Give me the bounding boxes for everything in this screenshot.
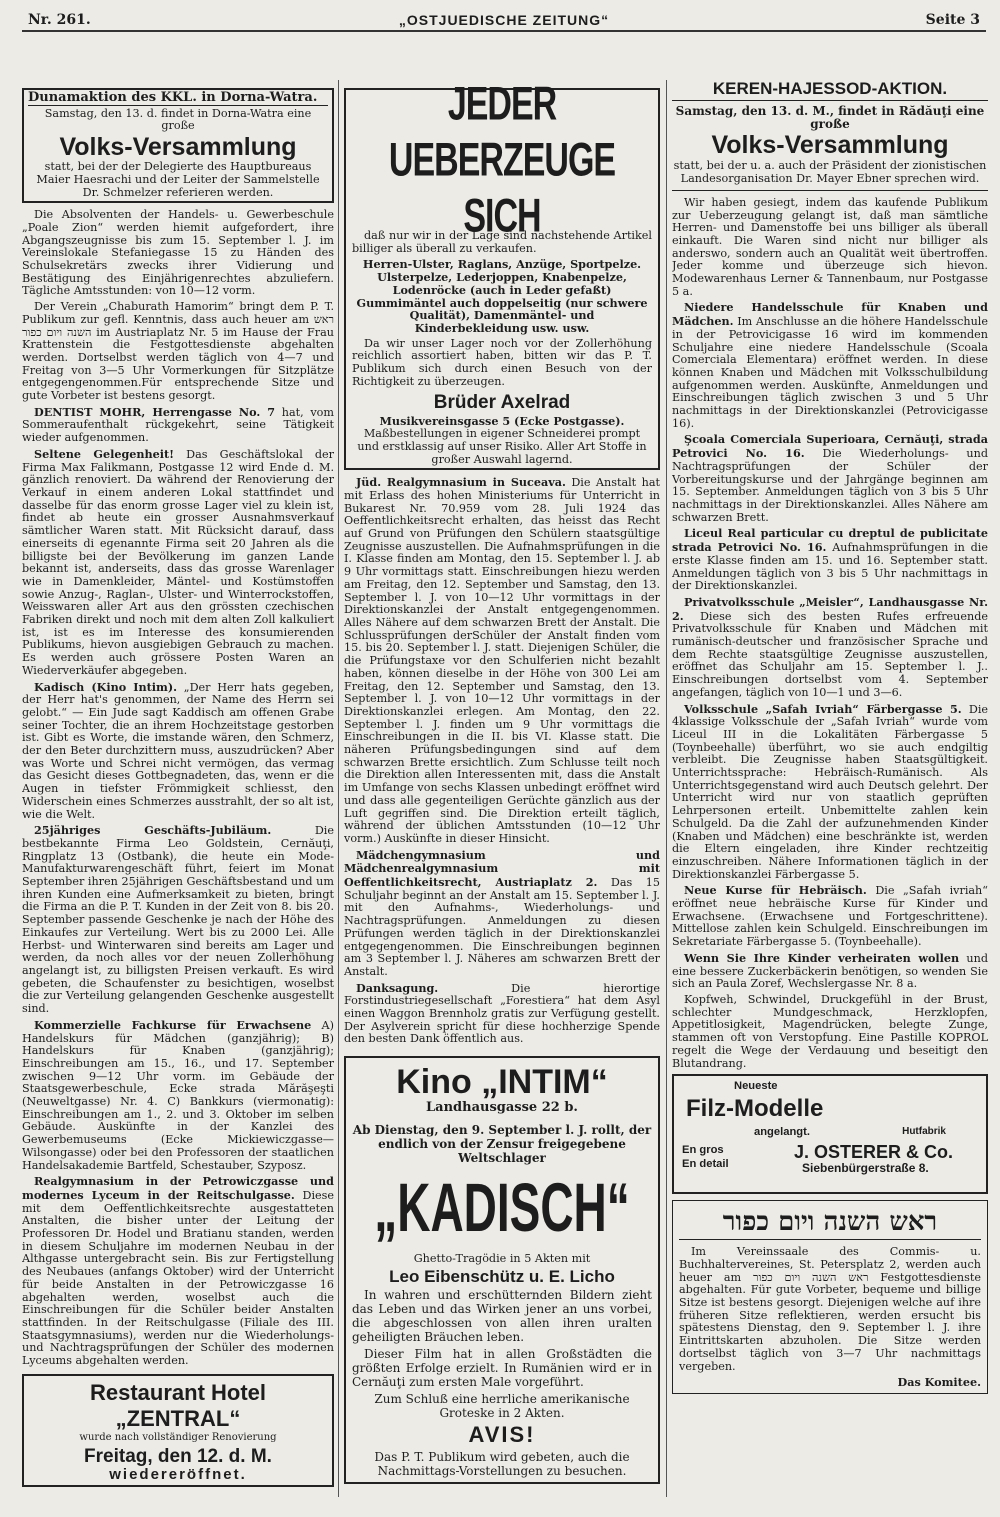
meisler-text: Diese sich des besten Rufes erfreuende Privatvolksschule für Knaben und Mädchen mit rumänisch-deutscher und französischer Sprache und dem Rechte staatsgültige Zeugnisse auszustellen, eröffnet das Schuljahr am 15. September l. J.. Einschreibungen dortselbst vom 4. September angefangen, täglich von 10—1 und 3—6. xyxy=(672,609,988,699)
kadisch-text: „Der Herr hats gegeben, der Herr hat's genommen, der Name des Herrn sei gelobt.“ — Ein Jude sagt Kaddisch am offenen Grabe seiner Tochter, die an ihrem Hochzeitstage gestorben ist. Gibt es Worte, die imstande wären, den Schmerz, der den Beter durchzittern muss, auszudrücken? Aber was Worte und Schrei nicht vermögen, das vermag das Gesicht dieses Gottbegnadeten, das, wenn er die Augen in tiefster Frömmigkeit schliesst, den Widerschein eines Schmerzes ausstrahlt, der so alt ist, wie die Welt. xyxy=(22,680,334,821)
kino-p1: In wahren und erschütternden Bildern zieht das Leben und das Wirken jener an uns vorbei, die abgeschlossen von allen ihren uralten geheiligten Bräuchen leben. xyxy=(352,1287,652,1344)
fachkurse-lead: Kommerzielle Fachkurse für Erwachsene xyxy=(34,1017,312,1032)
kino-genre: Ghetto-Tragödie in 5 Akten mit xyxy=(413,1251,591,1265)
jubilaeum-lead: 25jähriges Geschäfts-Jubiläum. xyxy=(34,823,272,838)
suceava-notice xyxy=(344,476,660,845)
realgym-notice xyxy=(22,1175,334,1368)
maedchen-notice xyxy=(344,849,660,979)
kurse-text: Die „Safah ivriah“ eröffnet neue hebräische Kurse für Kinder und Erwachsene. (Erwachsene und Fortgeschrittene). Mittellose zahlen kein Schulgeld. Einschreibungen im Sekretariate Färbergasse 5. (Toynbeehalle). xyxy=(672,884,988,949)
dentist-name: DENTIST MOHR, Herrengasse No. 7 xyxy=(34,404,276,419)
restaurant-status: wiedereröffnet. xyxy=(109,1465,247,1483)
safah-lead: Volksschule „Safah Ivriah“ Färbergasse 5. xyxy=(684,701,962,716)
kino-actors: Leo Eibenschütz u. E. Licho xyxy=(389,1266,615,1286)
restaurant-name: Restaurant Hotel „ZENTRAL“ xyxy=(89,1379,267,1431)
axelrad-items: Herren-Ulster, Raglans, Anzüge, Sportpelze. Ulsterpelze, Lederjoppen, Knabenpelze, Lodenröcke (auch in Leder gefaßt) Gummimäntel auch doppelseitig (nur schwere Qualität), Damenmäntel- und Kinderbekleidung usw. usw. xyxy=(356,257,648,335)
suceava-lead: Jüd. Realgymnasium in Suceava. xyxy=(356,475,566,490)
meisler-lead: Privatvolksschule „Meisler“, Landhausgasse Nr. 2. xyxy=(672,594,988,623)
column-1 xyxy=(22,84,334,1507)
kino-ad xyxy=(344,1056,660,1483)
newspaper-title: „OSTJUEDISCHE ZEITUNG“ xyxy=(398,12,610,28)
niedere-lead: Niedere Handelsschule für Knaben und Mädchen. xyxy=(672,300,988,329)
fachkurse-notice xyxy=(22,1019,334,1172)
gelegenheit-lead: Seltene Gelegenheit! xyxy=(34,446,175,461)
filz-ad xyxy=(672,1074,988,1194)
page-header xyxy=(28,8,980,32)
keren-headline: Volks-Versammlung xyxy=(711,131,949,160)
axelrad-p2: Da wir unser Lager noch vor der Zollerhöhung reichlich assortiert haben, bitten wir das P. T. Publikum sich durch einen Besuch von der Richtigkeit zu überzeugen. xyxy=(352,336,652,388)
kino-film: „KADISCH“ xyxy=(374,1167,630,1246)
rosch-notice xyxy=(672,1200,988,1394)
filz-angelangt: angelangt. xyxy=(754,1126,810,1139)
zucker-lead: Wenn Sie Ihre Kinder verheiraten wollen xyxy=(684,950,960,965)
scoala-notice xyxy=(672,433,988,524)
filz-endetail: En detail xyxy=(682,1158,729,1171)
page-label: Seite 3 xyxy=(925,12,980,28)
axelrad-address: Musikvereinsgasse 5 (Ecke Postgasse). xyxy=(379,414,625,429)
liceul-lead: Liceul Real particular cu dreptul de publicitate strada Petrovici No. 16. xyxy=(672,526,988,555)
column-divider xyxy=(338,80,339,1497)
page-number: Nr. 261. xyxy=(28,12,91,28)
kkl-intro: Samstag, den 13. d. findet in Dorna-Watra eine große xyxy=(44,106,312,133)
kino-p4: Das P. T. Publikum wird gebeten, auch die Nachmittags-Vorstellungen zu besuchen. xyxy=(374,1449,630,1478)
maedchen-lead: Mädchengymnasium und Mädchenrealgymnasium mit Oeffentlichkeitsrecht, Austriaplatz 2. xyxy=(344,847,660,890)
danksagung-text: Die hierortige Forstindustriegesellschaft „Forestiera“ hat dem Asyl einen Waggon Brennholz gratis zur Verfügung gestellt. Der Asylverein spricht für diese hochherzige Spende den besten Dank öffentlich aus. xyxy=(344,981,660,1046)
restaurant-ad xyxy=(22,1374,334,1487)
fachkurse-text: A) Handelskurs für Mädchen (ganzjährig); B) Handelskurs für Knaben (ganzjährig); Einschreibungen am 15., 16., und 17. September zwischen 9—12 Uhr vorm. im Gebäude der Staatsgewerbeschule, Ecke strada Mărăşeşti (Neuweltgasse) Nr. 4. C) Bankkurs (viermonatig): Einschreibungen am 1., 2. und 3. Oktober im selben Gebäude. Auskünfte in der Kanzlei des Gewerbemuseums (Ecke Mickiewiczgasse—Wilsongasse) oder bei den Professoren der staatlichen Handelsakademie Bartfeld, Schestauber, Szyposz. xyxy=(22,1018,334,1172)
keren-notice xyxy=(672,78,988,191)
dentist-text: hat, vom Sommeraufenthalt rückgekehrt, seine Tätigkeit wieder aufgenommen. xyxy=(22,405,334,445)
filz-neueste: Neueste xyxy=(734,1080,778,1093)
kino-avis: AVIS! xyxy=(468,1421,536,1447)
chaburath-notice: Der Verein „Chaburath Hamorim“ bringt dem P. T. Publikum zur gefl. Kenntnis, dass auch heuer am ראש השנה ויום כפור im Austriaplatz Nr. 5 im Hause der Frau Krattenstein die Festgottesdienste abgehalten werden. Dortselbst werden täglich von 4—7 und Freitag von 3—5 Uhr Vormerkungen für Sitzplätze entgegengenommen.Für entsprechende Sitze und gute Vorbeter ist bestens gesorgt. xyxy=(22,300,334,403)
rosch-sign: Das Komitee. xyxy=(897,1375,981,1390)
axelrad-p3: Maßbestellungen in eigener Schneiderei prompt und erstklassig auf unser Risiko. Aller Art Stoffe in großer Auswahl lagernd. xyxy=(357,427,647,466)
kino-p3: Zum Schluß eine herrliche amerikanische Groteske in 2 Akten. xyxy=(374,1391,630,1420)
filz-headline: Filz-Modelle xyxy=(686,1095,824,1123)
column-2 xyxy=(344,84,660,1507)
scoala-text: Die Wiederholungs- und Nachtragsprüfungen der Schüler der Vorbereitungskurse und der Jahrgänge beginnen am 15. September. Anmeldungen täglich von 3 bis 5 Uhr nachmittags in der Direktionskanzlei. Alles Nähere am schwarzen Brett. xyxy=(672,447,988,524)
zucker-text: und eine bessere Zuckerbäckerin benötigen, so wenden Sie sich an Paula Zoref, Wechslergasse Nr. 8 a. xyxy=(672,951,988,991)
niedere-notice xyxy=(672,301,988,430)
keren-intro: Samstag, den 13. d. M., findet in Rădăuţi eine große xyxy=(675,104,985,131)
kkl-headline: Volks-Versammlung xyxy=(59,133,297,162)
danksagung-lead: Danksagung. xyxy=(356,980,439,995)
danksagung-notice xyxy=(344,982,660,1047)
scoala-lead: Şcoala Comerciala Superioara, Cernăuţi, strada Petrovici No. 16. xyxy=(672,432,988,461)
rosch-heading: ראש השנה ויום כפור xyxy=(679,1205,981,1240)
axelrad-firm: Brüder Axelrad xyxy=(433,392,571,414)
kino-address: Landhausgasse 22 b. xyxy=(426,1100,578,1116)
zucker-notice xyxy=(672,952,988,991)
jubilaeum-text: Die bestbekannte Firma Leo Goldstein, Cernăuţi, Ringplatz 13 (Ostbank), die heute ein Mode-Manufakturwarengeschäft führt, feiert im Monat September ihren 25jährigen Geschäftsbestand und um ihren Kunden eine Aufmerksamkeit zu bieten, bringt die Firma an die P. T. Kunden in der Zeit von 8. bis 20. September passende Geschenke je nach der Höhe des Einkaufes zur Verteilung. Wert bis zu 2000 Lei. Alle Herbst- und Winterwaren sind bereits am Lager und werden, da noch alles vor der neuen Zollerhöhung angelangt ist, zu billigsten Preisen verkauft. Es wird gebeten, die Schaufenster zu besichtigen, woselbst die zur Verteilung gelangenden Geschenke ausgestellt sind. xyxy=(22,824,334,1016)
absolventen-notice: Die Absolventen der Handels- u. Gewerbeschule „Poale Zion“ werden hiemit aufgefordert, ihre Abgangszeugnisse bis zum 15. September l. J. im Vereinslokale Stefaniegasse 15 zu Händen des Schulsekretärs zwecks ihrer Vidierung und Bestätigung des Einjährigenrechtes abzuliefern. Tägliche Amtsstunden: von 10—12 vorm. xyxy=(22,208,334,298)
filz-engros: En gros xyxy=(682,1144,724,1157)
safah-notice xyxy=(672,703,988,882)
kurse-notice xyxy=(672,884,988,949)
ueberzeuge-headline: JEDER UEBERZEUGE SICH xyxy=(388,84,616,243)
kino-intro: Ab Dienstag, den 9. September l. J. rollt, der endlich von der Zensur freigegebene Weltschlager xyxy=(352,1122,652,1165)
filz-hutfabrik: Hutfabrik xyxy=(902,1126,946,1138)
kkl-notice xyxy=(22,88,334,203)
keren-text: statt, bei der u. a. auch der Präsident der zionistischen Landesorganisation Dr. Mayer Ebner sprechen wird. xyxy=(672,160,988,190)
koprol-ad: Kopfweh, Schwindel, Druckgefühl in der Brust, schlechter Mundgeschmack, Herzklopfen, Appetitlosigkeit, Magendrücken, belegte Zunge, stammen oft von Verstopfung. Eine Pastille KOPROL regelt die Wege der Verdauung und beseitigt den Blutandrang. xyxy=(672,993,988,1070)
kkl-title: Dunamaktion des KKL. in Dorna-Watra. xyxy=(28,92,328,106)
restaurant-date: Freitag, den 12. d. M. xyxy=(84,1445,272,1467)
axelrad-ad xyxy=(344,84,660,470)
kadisch-notice xyxy=(22,681,334,822)
column-divider xyxy=(666,80,667,1497)
realgym-lead: Realgymnasium in der Petrowiczgasse und modernes Lyceum in der Reitschulgasse. xyxy=(22,1174,334,1202)
kino-name: Kino „INTIM“ xyxy=(396,1063,608,1102)
realgym-text: Diese mit dem Oeffentlichkeitsrechte ausgestatteten Anstalten, die bisher unter der Leitung der Professoren Dr. Hodel und Bratianu standen, werden in diesem Schuljahre im modernen Neubau in der Althgasse untergebracht sein. Bis zur Fertigstellung des Neubaues (anfangs Oktober) wird der Unterricht für beide Anstalten in der Petrowiczgasse 16 abgehalten werden, woselbst auch die Einschreibungen für die Schüler beider Anstalten stattfinden. In der Reitschulgasse (Filiale des III. Staatsgymnasiums), werden nur die Wiederholungs- und Nachtragsprüfungen der Schüler des modernen Lyceums abgehalten werden. xyxy=(22,1188,334,1368)
maedchen-text: Das 15 Schuljahr beginnt an der Anstalt am 15. September l. J. mit den Aufnahms-, Wiederholungs- und Nachtragsprüfungen. Anmeldungen zu diesen Prüfungen werden täglich in der Direktionskanzlei entgegengenommen. Die Einschreibungen beginnen am 3 September l. J. Näheres am schwarzen Brett der Anstalt. xyxy=(344,876,660,978)
niedere-text: Im Anschlusse an die höhere Handelsschule in der Petrovicigasse 16 wird im kommenden Schuljahre eine niedere Handelsschule (Scoala Comerciala Elementara) eröffnet werden. In diese können Knaben und Mädchen mit Volksschulbildung aufgenommen werden. Auskünfte, Anmeldungen und Einschreibungen täglich zwischen 3 und 5 Uhr nachmittags in der Direktionskanzlei (Petrovicigasse 16). xyxy=(672,315,988,430)
kurse-lead: Neue Kurse für Hebräisch. xyxy=(684,883,867,898)
liceul-notice xyxy=(672,527,988,593)
gelegenheit-notice xyxy=(22,448,334,678)
rosch-text: Im Vereinssaale des Commis- u. Buchhaltervereines, St. Petersplatz 2, werden auch heuer am ראש השנה ויום כפור Festgottesdienste abgehalten. Für gute Vorbeter, bequeme und billige Sitze ist bestens gesorgt. Diejenigen welche auf ihre früheren Sitze reflektieren, werden ersucht bis spätestens Dienstag, den 9. September l. J. ihre Eintrittskarten abzuholen. Die Sitze werden dortselbst täglich von 3—7 Uhr nachmittags vergeben. xyxy=(679,1245,981,1373)
filz-address: Siebenbürgerstraße 8. xyxy=(802,1161,929,1176)
kino-p2: Dieser Film hat in allen Großstädten die größten Erfolge erzielt. In Rumänien wird er in Cernăuţi zum ersten Male vorgeführt. xyxy=(352,1346,652,1389)
gesiegt-notice: Wir haben gesiegt, indem das kaufende Publikum zur Ueberzeugung gelangt ist, daß man sämtliche Herren- und Damenstoffe bei uns billiger als überall einkauft. Die Waren sind nicht nur billiger als anderswo, sondern auch an Qualität weit übertroffen. Jeder komme und überzeuge sich hievon. Modewarenhaus Lerner & Tannenbaum, nur Postgasse 5 a. xyxy=(672,195,988,298)
header-rule xyxy=(22,30,986,32)
jubilaeum-notice xyxy=(22,824,334,1016)
kkl-text: statt, bei der der Delegierte des Hauptbureaus Maier Haesrachi und der Leiter der Sammelstelle Dr. Schmelzer referieren werden. xyxy=(36,160,320,199)
axelrad-p1: daß nur wir in der Lage sind nachstehende Artikel billiger als überall zu verkaufen. xyxy=(352,229,652,255)
gelegenheit-text: Das Geschäftslokal der Firma Max Falikmann, Postgasse 12 wird Ende d. M. gänzlich renoviert. Da während der Renovierung der Verkauf in einem anderen Lokal stattfindet und dasselbe für das enorm grosse Lager viel zu klein ist, findet ab heute ein grosser Ausnahmsverkauf sämtlicher Waren statt. Mit Rücksicht darauf, dass einerseits di egenannte Firma seit 20 Jahren als die billigste bei der Bevölkerung im ganzen Lande bekannt ist, anderseits, dass das grosse Warenlager wie in Damenkleider, Mäntel- und Kostümstoffen sowie Anzug-, Raglan-, Ulster- und Winterrockstoffen, Weisswaren aller Art aus den grössten czechischen Fabriken direkt und noch mit dem alten Zoll kalkuliert ist, ist es im Interesse des konsumierenden Publikums, hievon ausgiebigen Gebrauch zu machen. Es werden auch grössere Posten Waren an Wiederverkäufer abgegeben. xyxy=(22,447,334,677)
filz-firm: J. OSTERER & Co. xyxy=(794,1142,954,1163)
kadisch-lead: Kadisch (Kino Intim). xyxy=(34,679,178,694)
restaurant-sub: wurde nach vollständiger Renovierung xyxy=(79,1431,277,1443)
liceul-text: Aufnahmsprüfungen in die erste Klasse finden am 15. und 16. September statt. Anmeldungen täglich von 3 bis 5 Uhr nachmittags in der Direktionskanzlei. xyxy=(672,541,988,593)
suceava-text: Die Anstalt hat mit Erlass des hohen Ministeriums für Unterricht in Bukarest Nr. 70.959 vom 28. Juli 1924 das Oeffentlichkeitsrecht erhalten, das heisst das Recht auf Grund von Prüfungen den Schülern staatsgültige Zeugnisse auszustellen. Die Aufnahmsprüfungen in die I. Klasse finden am Montag, den 15. September l. J. ab 9 Uhr vormittags statt. Einschreibungen hiezu werden am Freitag, den 12. September und Samstag, den 13. September l. J. von 10—12 Uhr vormittags in der Direktionskanzlei der Anstalt entgegengenommen. Alles Nähere auf dem schwarzen Brett der Anstalt. Die Schlussprüfungen derSchüler der Anstalt finden vom 15. bis 20. September l. J. statt. Diejenigen Schüler, die die Prüfungstaxe vor den Schulferien nicht bezahlt haben, können dieselbe in der Höhe von 300 Lei am Freitag, den 12. September und Samstag, den 13. September l. J. von 10—12 Uhr vormittags in der Direktionskanzlei erlegen. Am Montag, den 22. September l. J. finden um 9 Uhr vormittags die Einschreibungen in die II. bis VI. Klasse statt. Die näheren Prüfungsbedingungen sind auf dem schwarzen Brette ersichtlich. Zum Schlusse teilt noch die Direktion allen Interessenten mit, dass die Anstalt im Umfange von sechs Klassen unbedingt eröffnet wird und dass alle gegenteiligen Gerüchte gänzlich aus der Luft gegriffen sind. Die Direktion erteilt täglich, während der üblichen Amtsstunden (10—12 Uhr vorm.) Auskünfte in dieser Hinsicht. xyxy=(344,476,660,845)
column-3 xyxy=(672,78,988,1507)
dentist-notice xyxy=(22,406,334,445)
meisler-notice xyxy=(672,596,988,700)
keren-title: KEREN-HAJESSOD-AKTION. xyxy=(672,78,988,101)
safah-text: Die 4klassige Volksschule der „Safah Ivriah“ wurde vom Liceul III in die Lokalitäten Färbergasse 5 (Toynbeehalle) überführt, wo sie auch endgiltig verbleibt. Die Zeugnisse haben Staatsgültigkeit. Unterrichtssprache: Hebräisch-Rumänisch. Als Unterrichtsgegenstand wird auch Deutsch gelehrt. Der Unterricht wird nur von staatlich geprüften Lehrpersonen erteilt. Unbemittelte zahlen kein Schulgeld. Da die Zahl der aufzunehmenden Kinder (Knaben und Mädchen) eine beschränkte ist, werden die Eltern eingeladen, ihre Kinder rechtzeitig einzuschreiben. Nähere Informationen täglich in der Direktionskanzlei Färbergasse 5. xyxy=(672,702,988,881)
